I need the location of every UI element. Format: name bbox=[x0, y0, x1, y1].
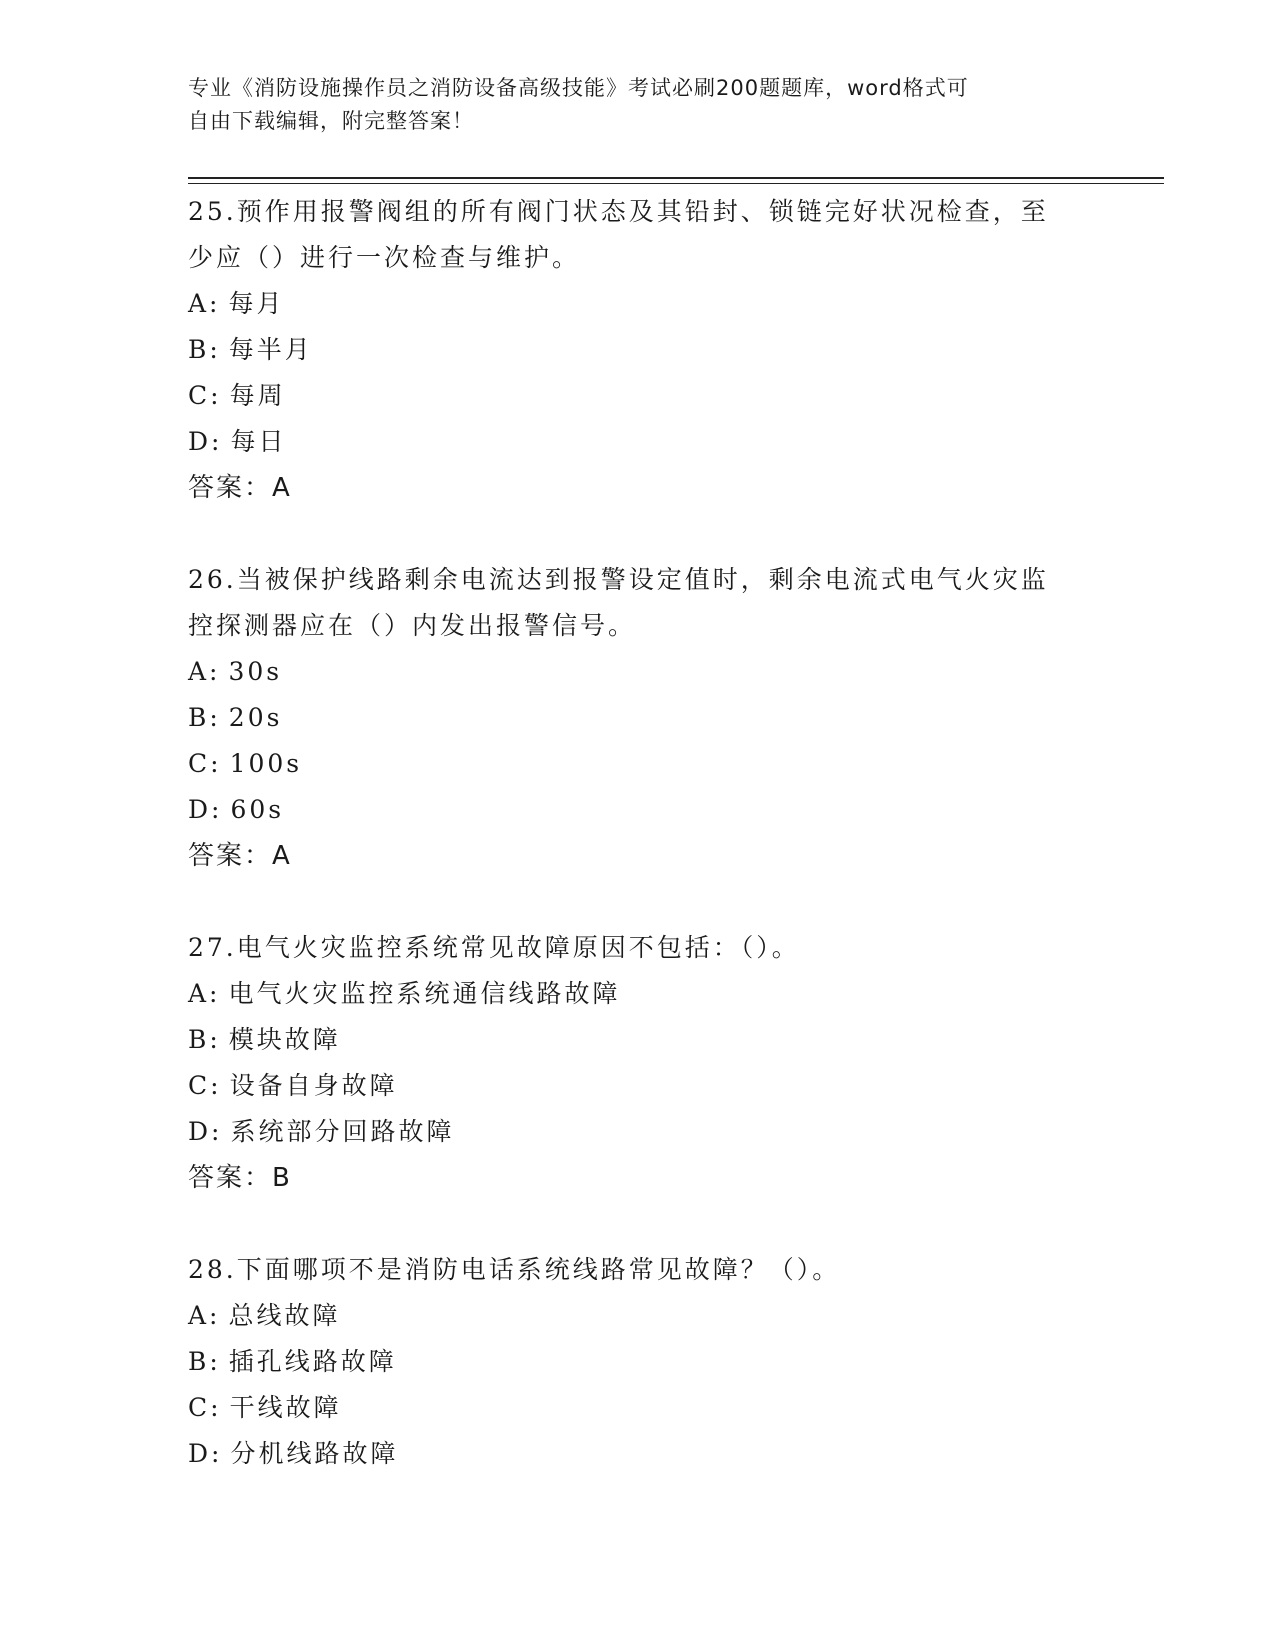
option-label: A: bbox=[188, 979, 221, 1008]
question-25 bbox=[188, 189, 1088, 511]
option-d bbox=[188, 1431, 1088, 1477]
option-text: 总线故障 bbox=[228, 1301, 341, 1330]
option-label: B: bbox=[188, 703, 221, 732]
option-label: D: bbox=[188, 427, 223, 456]
option-label: C: bbox=[188, 1393, 222, 1422]
answer-line bbox=[188, 833, 1088, 879]
option-d bbox=[188, 1109, 1088, 1155]
option-c bbox=[188, 741, 1088, 787]
option-c bbox=[188, 373, 1088, 419]
option-label: D: bbox=[188, 1117, 223, 1146]
answer-line bbox=[188, 1155, 1088, 1201]
option-label: C: bbox=[188, 1071, 222, 1100]
question-28 bbox=[188, 1247, 1088, 1477]
question-stem: 28.下面哪项不是消防电话系统线路常见故障？（）。 bbox=[188, 1255, 841, 1284]
option-a bbox=[188, 1293, 1088, 1339]
option-label: A: bbox=[188, 657, 221, 686]
question-list bbox=[188, 189, 1088, 1523]
question-stem: 26.当被保护线路剩余电流达到报警设定值时，剩余电流式电气火灾监 bbox=[188, 565, 1049, 594]
option-a bbox=[188, 281, 1088, 327]
option-text: 每日 bbox=[230, 427, 287, 456]
option-text: 插孔线路故障 bbox=[228, 1347, 397, 1376]
question-26 bbox=[188, 557, 1088, 879]
option-a bbox=[188, 971, 1088, 1017]
option-label: C: bbox=[188, 381, 222, 410]
option-a bbox=[188, 649, 1088, 695]
answer-label: 答案： bbox=[188, 473, 273, 503]
question-27 bbox=[188, 925, 1088, 1201]
option-text: 电气火灾监控系统通信线路故障 bbox=[228, 979, 621, 1008]
answer-value: A bbox=[272, 473, 292, 503]
option-c bbox=[188, 1063, 1088, 1109]
option-text: 每半月 bbox=[228, 335, 313, 364]
option-c bbox=[188, 1385, 1088, 1431]
option-b bbox=[188, 695, 1088, 741]
option-text: 分机线路故障 bbox=[230, 1439, 399, 1468]
option-label: B: bbox=[188, 1025, 221, 1054]
option-label: B: bbox=[188, 1347, 221, 1376]
option-text: 每周 bbox=[229, 381, 286, 410]
option-label: C: bbox=[188, 749, 222, 778]
option-b bbox=[188, 327, 1088, 373]
answer-label: 答案： bbox=[188, 841, 273, 871]
option-text: 系统部分回路故障 bbox=[230, 1117, 455, 1146]
header-line-2: 自由下载编辑，附完整答案！ bbox=[188, 109, 474, 133]
option-text: 模块故障 bbox=[228, 1025, 341, 1054]
option-d bbox=[188, 787, 1088, 833]
header-rule-thin bbox=[188, 183, 1164, 184]
header-line-1: 专业《消防设施操作员之消防设备高级技能》考试必刷200题题库，word格式可 bbox=[188, 76, 969, 100]
option-label: B: bbox=[188, 335, 221, 364]
option-text: 100s bbox=[229, 749, 303, 778]
option-text: 每月 bbox=[228, 289, 285, 318]
option-label: D: bbox=[188, 795, 223, 824]
option-text: 干线故障 bbox=[229, 1393, 342, 1422]
question-stem: 25.预作用报警阀组的所有阀门状态及其铅封、锁链完好状况检查，至 bbox=[188, 197, 1049, 226]
option-text: 设备自身故障 bbox=[229, 1071, 398, 1100]
question-stem: 控探测器应在（）内发出报警信号。 bbox=[188, 611, 637, 640]
option-label: D: bbox=[188, 1439, 223, 1468]
answer-label: 答案： bbox=[188, 1163, 273, 1193]
header-rule-thick bbox=[188, 177, 1164, 179]
question-stem: 27.电气火灾监控系统常见故障原因不包括：（）。 bbox=[188, 933, 800, 962]
option-label: A: bbox=[188, 289, 221, 318]
option-b bbox=[188, 1339, 1088, 1385]
option-text: 30s bbox=[228, 657, 283, 686]
option-text: 20s bbox=[228, 703, 283, 732]
option-d bbox=[188, 419, 1088, 465]
document-header bbox=[188, 72, 1088, 138]
answer-value: A bbox=[272, 841, 292, 871]
option-text: 60s bbox=[230, 795, 285, 824]
question-stem: 少应（）进行一次检查与维护。 bbox=[188, 243, 581, 272]
answer-value: B bbox=[272, 1163, 292, 1193]
option-label: A: bbox=[188, 1301, 221, 1330]
option-b bbox=[188, 1017, 1088, 1063]
answer-line bbox=[188, 465, 1088, 511]
